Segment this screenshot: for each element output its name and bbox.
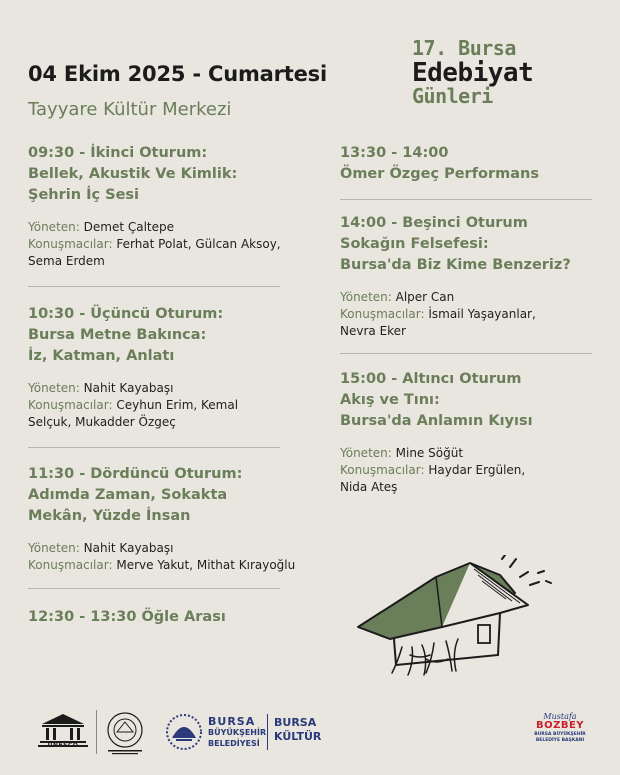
footer-divider bbox=[96, 710, 97, 754]
brand-line-2: Edebiyat bbox=[412, 58, 534, 88]
moderator-name: Nahit Kayabaşı bbox=[83, 381, 174, 395]
session-subtitle: Bursa'da Anlamın Kıyısı bbox=[340, 413, 533, 429]
moderator-name: Demet Çaltepe bbox=[83, 220, 175, 234]
mayor-name: BOZBEY bbox=[535, 720, 585, 731]
kultur-line-1: BURSA bbox=[274, 716, 317, 729]
session-time-title: 13:30 - 14:00 bbox=[340, 145, 449, 161]
divider bbox=[340, 353, 592, 354]
speakers-names: İsmail Yaşayanlar, bbox=[428, 307, 536, 321]
session-time-title: 11:30 - Dördüncü Oturum: bbox=[28, 466, 243, 482]
speakers-names: Ferhat Polat, Gülcan Aksoy, bbox=[116, 237, 281, 251]
session-5 bbox=[340, 213, 571, 340]
kultur-line-2: KÜLTÜR bbox=[274, 730, 322, 743]
performance bbox=[340, 143, 539, 185]
session-subtitle: Akış ve Tını: bbox=[340, 392, 440, 408]
session-subtitle: Ömer Özgeç Performans bbox=[340, 166, 539, 182]
divider bbox=[28, 588, 280, 589]
house-book-illustration bbox=[350, 555, 565, 680]
lunch-break-title: 12:30 - 13:30 Öğle Arası bbox=[28, 609, 226, 625]
session-time-title: 15:00 - Altıncı Oturum bbox=[340, 371, 522, 387]
moderator-label: Yöneten: bbox=[340, 290, 392, 304]
brand-line-3: Günleri bbox=[412, 84, 493, 108]
speakers-names-cont: Nevra Eker bbox=[340, 324, 406, 338]
session-subtitle: Mekân, Yüzde İnsan bbox=[28, 508, 191, 524]
session-time-title: 09:30 - İkinci Oturum: bbox=[28, 145, 208, 161]
lunch-break bbox=[28, 607, 226, 628]
session-details bbox=[28, 380, 238, 431]
bbb-line-1: BURSA bbox=[208, 715, 256, 728]
session-6 bbox=[340, 369, 533, 496]
unesco-label: UNESCO bbox=[47, 742, 79, 749]
speakers-label: Konuşmacılar: bbox=[340, 463, 425, 477]
session-details bbox=[28, 219, 281, 270]
speakers-names-cont: Sema Erdem bbox=[28, 254, 105, 268]
divider bbox=[340, 199, 592, 200]
session-subtitle: İz, Katman, Anlatı bbox=[28, 348, 175, 364]
speakers-names: Ceyhun Erim, Kemal bbox=[116, 398, 239, 412]
mayor-signature-block bbox=[530, 712, 590, 744]
divider bbox=[28, 447, 280, 448]
session-subtitle: Bursa Metne Bakınca: bbox=[28, 327, 207, 343]
bbb-line-2: BÜYÜKŞEHİR bbox=[208, 728, 267, 737]
speakers-label: Konuşmacılar: bbox=[28, 558, 113, 572]
speakers-names-cont: Selçuk, Mukadder Özgeç bbox=[28, 415, 176, 429]
session-subtitle: Bellek, Akustik Ve Kimlik: bbox=[28, 166, 238, 182]
moderator-label: Yöneten: bbox=[28, 220, 80, 234]
moderator-name: Alper Can bbox=[395, 290, 455, 304]
bursa-kultur-wordmark bbox=[274, 716, 321, 744]
brand-line-1: 17. Bursa bbox=[412, 36, 516, 60]
mayor-title-2: BELEDİYE BAŞKANI bbox=[535, 738, 585, 743]
speakers-names-cont: Nida Ateş bbox=[340, 480, 398, 494]
footer-divider bbox=[267, 714, 268, 750]
moderator-label: Yöneten: bbox=[28, 381, 80, 395]
session-subtitle: Sokağın Felsefesi: bbox=[340, 236, 489, 252]
festival-brand bbox=[412, 36, 533, 108]
session-4 bbox=[28, 464, 295, 574]
session-3 bbox=[28, 304, 238, 431]
session-details bbox=[28, 540, 295, 574]
bbb-wordmark bbox=[208, 716, 266, 749]
venue-name: Tayyare Kültür Merkezi bbox=[28, 99, 232, 120]
session-time-title: 10:30 - Üçüncü Oturum: bbox=[28, 306, 224, 322]
moderator-label: Yöneten: bbox=[28, 541, 80, 555]
speakers-names: Merve Yakut, Mithat Kırayoğlu bbox=[116, 558, 296, 572]
session-time-title: 14:00 - Beşinci Oturum bbox=[340, 215, 528, 231]
page-title: 04 Ekim 2025 - Cumartesi bbox=[28, 62, 327, 86]
speakers-label: Konuşmacılar: bbox=[340, 307, 425, 321]
speakers-label: Konuşmacılar: bbox=[28, 398, 113, 412]
moderator-label: Yöneten: bbox=[340, 446, 392, 460]
unesco-logo bbox=[38, 712, 88, 749]
divider bbox=[28, 286, 280, 287]
session-details bbox=[340, 445, 533, 496]
speakers-names: Haydar Ergülen, bbox=[428, 463, 526, 477]
world-heritage-seal-icon bbox=[104, 710, 146, 756]
speakers-label: Konuşmacılar: bbox=[28, 237, 113, 251]
session-2 bbox=[28, 143, 281, 270]
session-subtitle: Şehrin İç Sesi bbox=[28, 187, 140, 203]
mayor-title-1: BURSA BÜYÜKŞEHİR bbox=[534, 732, 586, 737]
mayor-signature: Mustafa bbox=[543, 712, 577, 721]
session-details bbox=[340, 289, 571, 340]
bursa-municipality-emblem-icon bbox=[164, 710, 204, 754]
session-subtitle: Adımda Zaman, Sokakta bbox=[28, 487, 228, 503]
session-subtitle: Bursa'da Biz Kime Benzeriz? bbox=[340, 257, 571, 273]
moderator-name: Mine Söğüt bbox=[395, 446, 464, 460]
bbb-line-3: BELEDİYESİ bbox=[208, 739, 260, 748]
moderator-name: Nahit Kayabaşı bbox=[83, 541, 174, 555]
